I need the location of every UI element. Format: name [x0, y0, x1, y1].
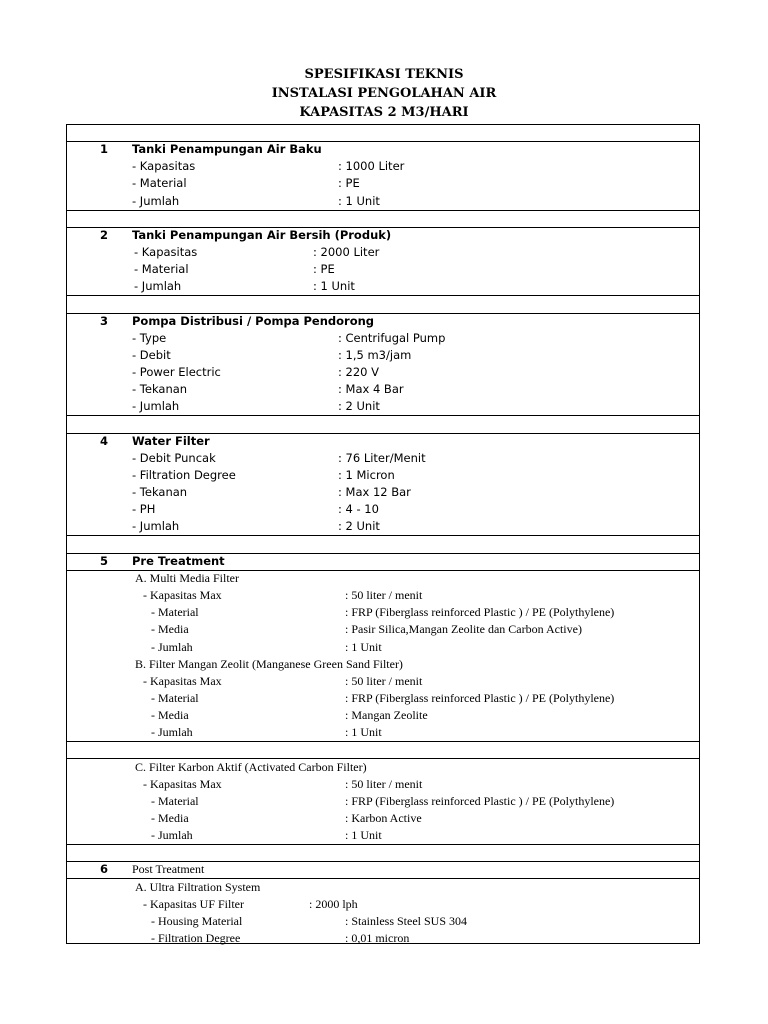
spec-value: : Centrifugal Pump — [338, 330, 446, 345]
spec-label: - Filtration Degree — [151, 931, 241, 946]
spec-label: - Debit Puncak — [132, 450, 216, 465]
spec-row — [66, 724, 700, 742]
spec-value: : 1,5 m3/jam — [338, 347, 412, 362]
subsection-row — [66, 879, 700, 896]
spec-row — [66, 381, 700, 398]
spec-value: : FRP (Fiberglass reinforced Plastic ) / PE (Polythylene) — [345, 690, 615, 705]
spec-row — [66, 450, 700, 467]
spec-label: - Material — [134, 262, 189, 277]
spec-value: : Mangan Zeolite — [345, 708, 428, 723]
spec-value: : 1 Micron — [338, 468, 395, 482]
spec-value: : Max 4 Bar — [338, 382, 404, 397]
spec-row — [66, 639, 700, 656]
spec-value: : 1 Unit — [345, 828, 382, 843]
spec-value: : 2 Unit — [338, 399, 380, 414]
spec-value: : 50 liter / menit — [345, 588, 423, 603]
spec-row — [66, 330, 700, 347]
spec-row — [66, 604, 700, 621]
spec-value: : Max 12 Bar — [338, 485, 411, 500]
spec-value: : 220 V — [338, 365, 380, 380]
spec-label: - Media — [151, 622, 189, 637]
spec-label: - Debit — [132, 347, 171, 362]
spec-value: : 1000 Liter — [338, 159, 405, 174]
subsection-title: C. Filter Karbon Aktif (Activated Carbon Filter) — [135, 759, 367, 774]
spec-row — [66, 587, 700, 604]
spacer-row — [66, 416, 700, 434]
spec-value: : Karbon Active — [345, 811, 422, 825]
spec-label: - Kapasitas — [132, 159, 196, 174]
spec-label: - Jumlah — [151, 639, 193, 654]
spec-value: : PE — [313, 262, 335, 277]
spec-row — [66, 518, 700, 536]
spec-label: - Material — [151, 690, 199, 705]
spec-label: - Jumlah — [132, 193, 180, 208]
section-number: 2 — [100, 227, 109, 242]
spec-value: : 2 Unit — [338, 519, 380, 534]
spacer-row — [66, 741, 700, 759]
spec-value: : Pasir Silica,Mangan Zeolite dan Carbon Active) — [345, 622, 582, 637]
subsection-title: B. Filter Mangan Zeolit (Manganese Green Sand Filter) — [135, 656, 403, 671]
section-title: Post Treatment — [132, 862, 205, 877]
section-row — [66, 861, 700, 879]
spec-label: - Material — [151, 605, 199, 620]
document-capacity: KAPASITAS 2 M3/HARI — [299, 105, 469, 120]
spec-value: : 2000 lph — [309, 896, 358, 911]
section-number: 4 — [100, 433, 109, 448]
spec-label: - Media — [151, 811, 189, 825]
spec-label: - Kapasitas — [134, 245, 198, 260]
spec-value: : 76 Liter/Menit — [338, 450, 426, 465]
section-number: 6 — [100, 862, 109, 877]
spec-row — [66, 776, 700, 793]
spec-label: - Jumlah — [151, 725, 193, 740]
spec-row — [66, 193, 700, 211]
subsection-title: A. Multi Media Filter — [135, 570, 239, 585]
spec-value: : 50 liter / menit — [345, 673, 423, 688]
spacer-row — [66, 844, 700, 862]
spec-row — [66, 621, 700, 638]
subsection-title: A. Ultra Filtration System — [135, 879, 261, 894]
spec-row — [66, 690, 700, 707]
section-number: 1 — [100, 142, 109, 157]
section-row — [66, 227, 700, 244]
spacer-row — [66, 124, 700, 142]
section-number: 3 — [100, 313, 109, 328]
spec-value: : 1 Unit — [345, 639, 382, 654]
spec-value: : 1 Unit — [313, 279, 355, 294]
section-title: Tanki Penampungan Air Baku — [132, 142, 322, 157]
spec-row — [66, 913, 700, 930]
spacer-row — [66, 536, 700, 554]
spec-value: : Stainless Steel SUS 304 — [345, 913, 468, 928]
spec-value: : 0,01 micron — [345, 931, 410, 946]
spec-row — [66, 707, 700, 724]
spec-label: - Housing Material — [151, 913, 243, 928]
spec-value: : 50 liter / menit — [345, 776, 423, 791]
subsection-row — [66, 570, 700, 587]
spec-row — [66, 278, 700, 296]
section-row — [66, 553, 700, 571]
section-row — [66, 141, 700, 158]
spec-label: - Tekanan — [132, 382, 188, 397]
spec-label: - Jumlah — [132, 519, 180, 534]
spec-label: - Jumlah — [134, 279, 182, 294]
spec-label: - Kapasitas Max — [143, 776, 222, 791]
spec-value: : FRP (Fiberglass reinforced Plastic ) / PE (Polythylene) — [345, 605, 615, 620]
spec-row — [66, 930, 700, 947]
document-title: SPESIFIKASI TEKNIS — [304, 67, 464, 82]
spec-row — [66, 896, 700, 913]
spec-value: : 2000 Liter — [313, 245, 380, 260]
spec-row — [66, 261, 700, 278]
section-title: Water Filter — [132, 433, 210, 448]
section-title: Pre Treatment — [132, 553, 225, 568]
spec-row — [66, 484, 700, 501]
spec-label: - Media — [151, 708, 189, 723]
spec-row — [66, 364, 700, 381]
spec-label: - PH — [132, 502, 156, 517]
spec-row — [66, 158, 700, 175]
spec-value: : 1 Unit — [338, 193, 380, 208]
section-number: 5 — [100, 553, 109, 568]
spec-value: : 4 - 10 — [338, 502, 379, 517]
spec-value: : 1 Unit — [345, 725, 382, 740]
spec-label: - Filtration Degree — [132, 468, 236, 482]
spec-label: - Kapasitas UF Filter — [143, 896, 244, 911]
subsection-row — [66, 656, 700, 673]
spec-label: - Power Electric — [132, 365, 221, 380]
spec-row — [66, 793, 700, 810]
spec-value: : FRP (Fiberglass reinforced Plastic ) / PE (Polythylene) — [345, 793, 615, 808]
document-subtitle: INSTALASI PENGOLAHAN AIR — [271, 86, 497, 101]
spec-label: - Jumlah — [151, 828, 193, 843]
spec-label: - Material — [132, 176, 187, 191]
spec-row — [66, 810, 700, 827]
spec-row — [66, 501, 700, 518]
spec-row — [66, 175, 700, 192]
spec-row — [66, 467, 700, 484]
section-title: Tanki Penampungan Air Bersih (Produk) — [132, 227, 392, 242]
spec-row — [66, 347, 700, 364]
section-row — [66, 313, 700, 330]
spec-value: : PE — [338, 176, 360, 191]
spec-label: - Type — [132, 330, 167, 345]
spec-label: - Jumlah — [132, 399, 180, 414]
document-title-block — [0, 65, 768, 122]
spec-row — [66, 673, 700, 690]
section-title: Pompa Distribusi / Pompa Pendorong — [132, 313, 375, 328]
section-row — [66, 433, 700, 450]
spec-label: - Kapasitas Max — [143, 673, 222, 688]
spec-row — [66, 398, 700, 416]
spec-label: - Material — [151, 793, 199, 808]
spacer-row — [66, 210, 700, 228]
spec-label: - Tekanan — [132, 485, 188, 500]
subsection-row — [66, 759, 700, 776]
spacer-row — [66, 296, 700, 314]
spec-row — [66, 827, 700, 845]
spec-label: - Kapasitas Max — [143, 588, 222, 603]
spec-row — [66, 244, 700, 261]
